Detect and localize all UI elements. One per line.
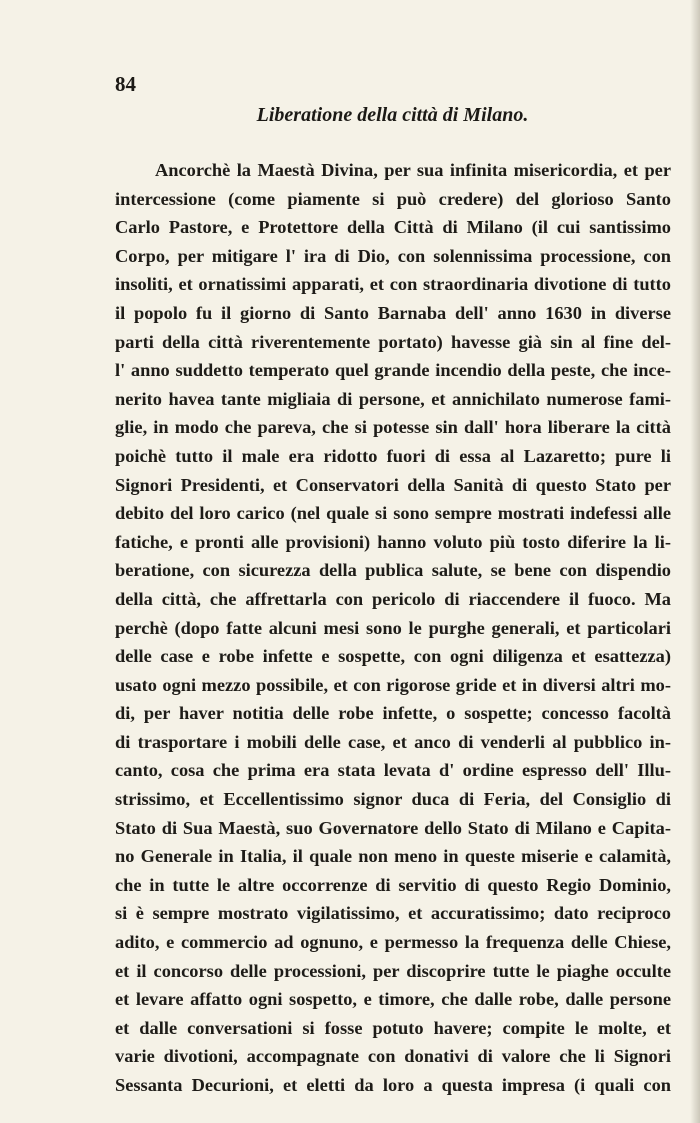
text-line: et levare affatto ogni sospetto, e timore, che dalle robe, dalle persone (115, 989, 671, 1010)
text-line: di, per haver notitia delle robe infette, o sospette; concesso facoltà (115, 703, 671, 724)
text-line: canto, cosa che prima era stata levata d' ordine espresso dell' Illu- (115, 760, 671, 781)
page-number: 84 (115, 72, 136, 96)
body-paragraph (115, 156, 671, 1100)
section-heading: Liberatione della città di Milano. (256, 104, 529, 126)
text-line: Signori Presidenti, et Conservatori della Sanità di questo Stato per (115, 474, 671, 495)
text-line: perchè (dopo fatte alcuni mesi sono le purghe generali, et particolari (115, 617, 671, 638)
text-line: Sessanta Decurioni, et eletti da loro a questa impresa (i quali con (115, 1075, 671, 1095)
text-line: beratione, con sicurezza della publica salute, se bene con dispendio (115, 560, 671, 581)
text-line: Carlo Pastore, e Protettore della Città di Milano (il cui santissimo (115, 217, 671, 238)
text-line: varie divotioni, accompagnate con donativi di valore che li Signori (115, 1046, 671, 1067)
text-line: strissimo, et Eccellentissimo signor duca di Feria, del Consiglio di (115, 789, 671, 810)
text-line: della città, che affrettarla con pericolo di riaccendere il fuoco. Ma (115, 588, 671, 609)
text-line: nerito havea tante migliaia di persone, et annichilato numerose fami- (115, 388, 671, 409)
text-line: delle case e robe infette e sospette, con ogni diligenza et esattezza) (115, 646, 671, 667)
text-line: fatiche, e pronti alle provisioni) hanno voluto più tosto diferire la li- (115, 531, 671, 552)
text-line: debito del loro carico (nel quale si sono sempre mostrati indefessi alle (115, 503, 671, 524)
text-line: che in tutte le altre occorrenze di servitio di questo Regio Dominio, (115, 874, 671, 895)
text-line: insoliti, et ornatissimi apparati, et con straordinaria divotione di tutto (115, 274, 671, 295)
text-line: no Generale in Italia, il quale non meno in queste miserie e calamità, (115, 846, 671, 867)
text-line: poichè tutto il male era ridotto fuori di essa al Lazaretto; pure li (115, 445, 671, 466)
text-line: adito, e commercio ad ognuno, e permesso la frequenza delle Chiese, (115, 932, 671, 953)
page-edge-shadow (690, 0, 700, 1123)
text-line: di trasportare i mobili delle case, et anco di venderli al pubblico in- (115, 731, 671, 752)
text-line: glie, in modo che pareva, che si potesse sin dall' hora liberare la città (115, 417, 671, 438)
text-line: l' anno suddetto temperato quel grande incendio della peste, che ince- (115, 360, 671, 381)
text-line: Ancorchè la Maestà Divina, per sua infinita misericordia, et per (155, 160, 671, 180)
text-line: Stato di Sua Maestà, suo Governatore dello Stato di Milano e Capita- (115, 817, 671, 838)
text-line: parti della città riverentemente portato) havesse già sin al fine del- (115, 331, 671, 352)
text-line: usato ogni mezzo possibile, et con rigorose gride et in diversi altri mo- (115, 674, 671, 695)
text-line: si è sempre mostrato vigilatissimo, et accuratissimo; dato reciproco (115, 903, 671, 924)
text-line: il popolo fu il giorno di Santo Barnaba dell' anno 1630 in diverse (115, 302, 671, 323)
text-line: et il concorso delle processioni, per discoprire tutte le piaghe occulte (115, 960, 671, 981)
text-line: Corpo, per mitigare l' ira di Dio, con solennissima processione, con (115, 245, 671, 266)
text-line: et dalle conversationi si fosse potuto havere; compite le molte, et (115, 1017, 671, 1038)
text-line: intercessione (come piamente si può credere) del glorioso Santo (115, 188, 671, 209)
